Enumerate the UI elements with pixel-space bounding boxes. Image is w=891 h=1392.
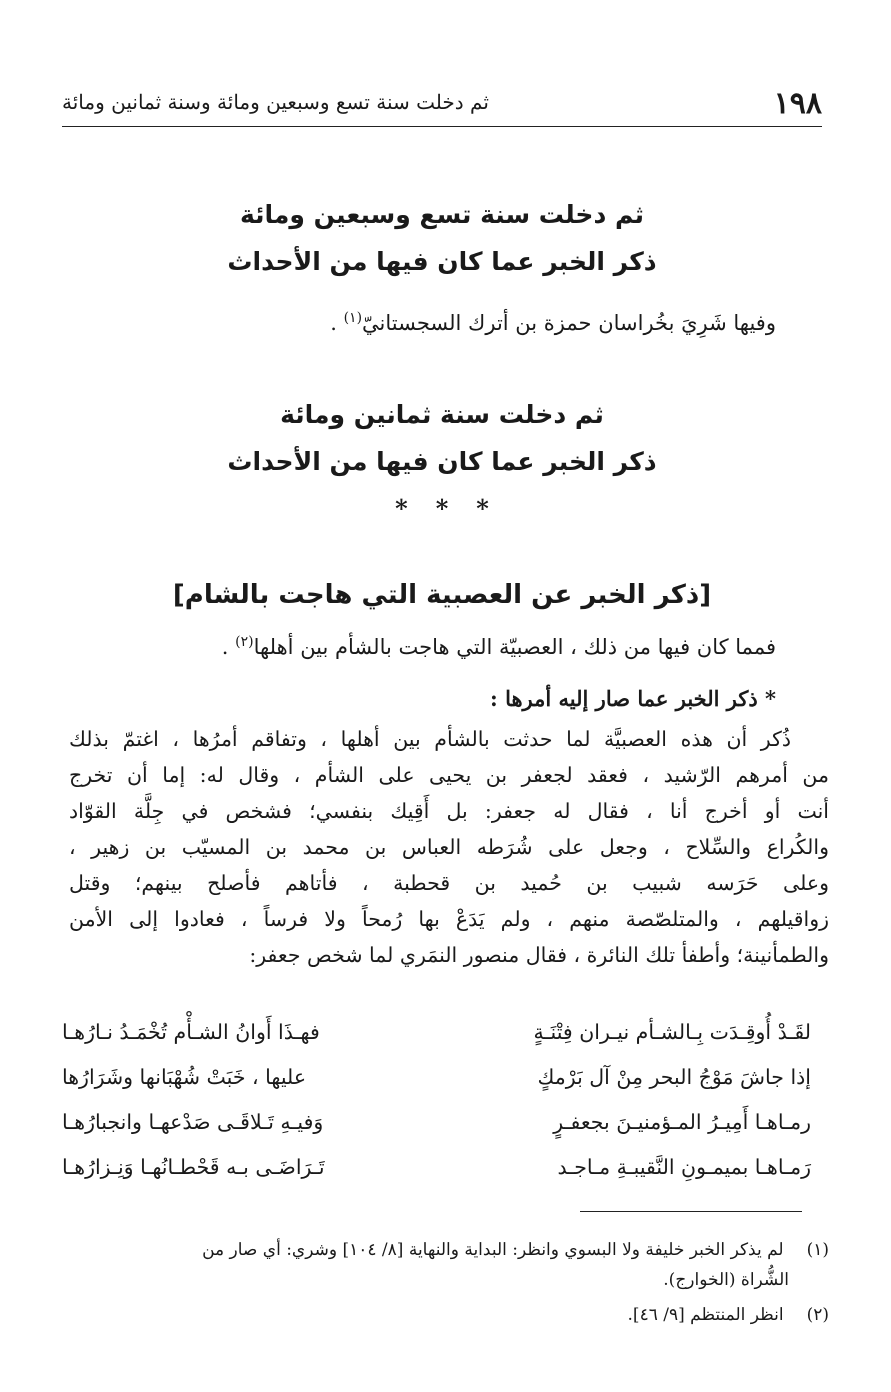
year-heading-179: ثم دخلت سنة تسع وسبعين ومائة [240, 200, 644, 229]
poem-hemistich-first: إذا جاشَ مَوْجُ البحر مِنْ آل بَرْمكٍ [537, 1065, 811, 1089]
year-179-sentence: وفيها شَرِيَ بخُراسان حمزة بن أترك السجستانيّ [362, 311, 776, 335]
poem-hemistich-second: فهـذَا أَوانُ الشـأْم تُخْمَـدُ نـارُهـا [62, 1020, 320, 1044]
footnote-text: انظر المنتظم [٩/ ٤٦]. [627, 1305, 784, 1325]
chapter-intro [222, 634, 776, 659]
running-header [62, 86, 822, 127]
footnote-number: (٢) [806, 1305, 829, 1325]
poem-hemistich-first: رمـاهـا أَمِيـرُ المـؤمنيـنَ بجعفـرٍ [553, 1110, 811, 1134]
footnote-ref-2[interactable]: (٢) [235, 634, 254, 650]
footnote-1-continuation: الشُّراة (الخوارج). [663, 1270, 789, 1290]
subheading-outcome: * ذكر الخبر عما صار إليه أمرها : [490, 686, 776, 711]
chapter-title-asabiyya: [ذكر الخبر عن العصبية التي هاجت بالشام] [172, 580, 712, 610]
footnote-2 [69, 1305, 829, 1325]
body-line-6: زواقيلهم ، والمتلصّصة منهم ، ولم يَدَعْ بها رُمحاً ولا فرساً ، فعادوا إلى الأمن [69, 907, 829, 931]
chapter-intro-text: فمما كان فيها من ذلك ، العصبيّة التي هاجت بالشأم بين أهلها [253, 635, 776, 659]
events-subheading-179: ذكر الخبر عما كان فيها من الأحداث [227, 247, 657, 276]
body-line-5: وعلى حَرَسه شبيب بن حُميد بن قحطبة ، فأتاهم فأصلح بينهم؛ وقتل [69, 871, 829, 895]
footnote-text: لم يذكر الخبر خليفة ولا البسوي وانظر: البداية والنهاية [٨/ ١٠٤] وشري: أي صار من [202, 1240, 784, 1260]
year-179-text [330, 310, 776, 335]
section-divider [62, 494, 822, 523]
body-line-3: أنت أو أخرج أنا ، فقال له جعفر: بل أَقِيك بنفسي؛ فشخص في جِلَّة القوّاد [69, 799, 829, 823]
poem-hemistich-first: رَمـاهـا بميمـونِ النَّقيبـةِ مـاجـد [557, 1155, 811, 1179]
divider-star: * [395, 494, 408, 523]
body-line-2: من أمرهم الرّشيد ، فعقد لجعفر بن يحيى على الشأم ، وقال له: إما أن تخرج [69, 763, 829, 787]
poem-hemistich-second: وَفيـهِ تَـلاقَـى صَدْعهـا وانجبارُهـا [62, 1110, 324, 1134]
footnote-1 [69, 1240, 829, 1260]
footnote-number: (١) [806, 1240, 829, 1260]
sentence-end: . [221, 635, 236, 659]
body-line-4: والكُراع والسِّلاح ، وجعل على شُرَطه العباس بن محمد بن المسيّب بن زهير ، [69, 835, 829, 859]
footnote-ref-1[interactable]: (١) [343, 310, 363, 326]
poem-hemistich-first: لقَـدْ أُوقِـدَت بِـالشـأم نيـران فِتْنَـةٍ [533, 1020, 811, 1044]
divider-star: * [476, 494, 489, 523]
body-line-1: ذُكر أن هذه العصبيَّة لما حدثت بالشأم بين أهلها ، وتفاقم أمرُها ، اغتمّ بذلك [69, 727, 791, 751]
poem-hemistich-second: تَـرَاضَـى بـه قَحْطـانُهـا وَنِـزارُهـا [62, 1155, 325, 1179]
events-subheading-180: ذكر الخبر عما كان فيها من الأحداث [227, 447, 657, 476]
poem-hemistich-second: عليها ، خَبَتْ شُهْبَانها وشَرَارُها [62, 1065, 307, 1089]
running-title: ثم دخلت سنة تسع وسبعين ومائة وسنة ثمانين ومائة [62, 90, 489, 114]
year-heading-180: ثم دخلت سنة ثمانين ومائة [280, 400, 604, 429]
page-number: ١٩٨ [773, 86, 822, 121]
body-line-7: والطمأنينة؛ وأطفأ تلك النائرة ، فقال منصور النمَري لما شخص جعفر: [249, 943, 829, 967]
sentence-end: . [330, 311, 344, 335]
footnote-rule [580, 1211, 802, 1212]
divider-star: * [435, 494, 449, 523]
